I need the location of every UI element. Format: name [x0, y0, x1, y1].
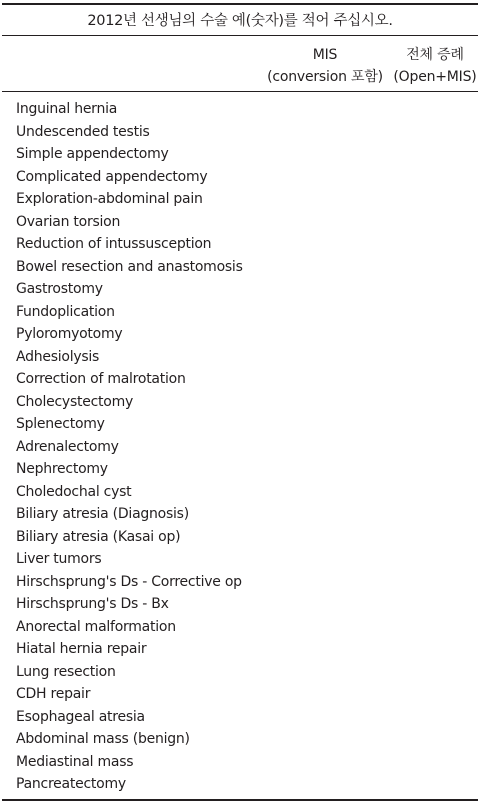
procedure-row: CDH repair	[16, 686, 91, 702]
procedure-row: Liver tumors	[16, 551, 102, 567]
procedure-row: Lung resection	[16, 663, 116, 680]
procedure-row: Hirschsprung's Ds - Bx	[16, 596, 169, 612]
top-rule	[2, 3, 478, 5]
procedure-row: Biliary atresia (Diagnosis)	[16, 506, 189, 522]
bottom-rule	[2, 799, 478, 801]
column-header-mis	[262, 44, 388, 88]
title-divider	[2, 35, 478, 36]
column-header-total-line2: (Open+MIS)	[393, 69, 477, 85]
column-header-mis-line2: (conversion 포함)	[267, 69, 383, 85]
procedure-row: Fundoplication	[16, 303, 115, 320]
column-header-total	[390, 44, 480, 88]
procedure-row: Pyloromyotomy	[16, 326, 123, 342]
procedure-row: Mediastinal mass	[16, 753, 134, 770]
procedure-row: Exploration-abdominal pain	[16, 191, 203, 207]
procedure-row: Adrenalectomy	[16, 438, 119, 455]
procedure-row: Cholecystectomy	[16, 393, 134, 410]
procedure-row: Gastrostomy	[16, 281, 103, 297]
survey-title: 2012년 선생님의 수술 예(숫자)를 적어 주십시오.	[87, 13, 393, 29]
procedure-row: Pancreatectomy	[16, 776, 126, 792]
procedure-row: Hiatal hernia repair	[16, 641, 147, 657]
procedure-row: Undescended testis	[16, 123, 150, 140]
procedure-row: Hirschsprung's Ds - Corrective op	[16, 573, 242, 590]
procedure-row: Esophageal atresia	[16, 708, 145, 725]
column-header-mis-line1: MIS	[312, 47, 338, 63]
procedure-row: Correction of malrotation	[16, 371, 186, 387]
header-divider	[2, 91, 478, 92]
procedure-row: Bowel resection and anastomosis	[16, 258, 243, 275]
procedure-row: Anorectal malformation	[16, 618, 176, 635]
procedure-row: Splenectomy	[16, 416, 105, 432]
procedure-row: Inguinal hernia	[16, 101, 118, 117]
procedure-row: Abdominal mass (benign)	[16, 731, 190, 747]
procedure-row: Reduction of intussusception	[16, 236, 212, 252]
procedure-row: Adhesiolysis	[16, 348, 100, 365]
procedure-row: Choledochal cyst	[16, 483, 132, 500]
procedure-list	[16, 98, 243, 796]
procedure-row: Biliary atresia (Kasai op)	[16, 528, 181, 545]
procedure-row: Simple appendectomy	[16, 146, 169, 162]
procedure-row: Ovarian torsion	[16, 213, 121, 230]
procedure-row: Complicated appendectomy	[16, 168, 208, 185]
procedure-row: Nephrectomy	[16, 461, 108, 477]
column-header-total-line1: 전체 증례	[406, 47, 464, 63]
